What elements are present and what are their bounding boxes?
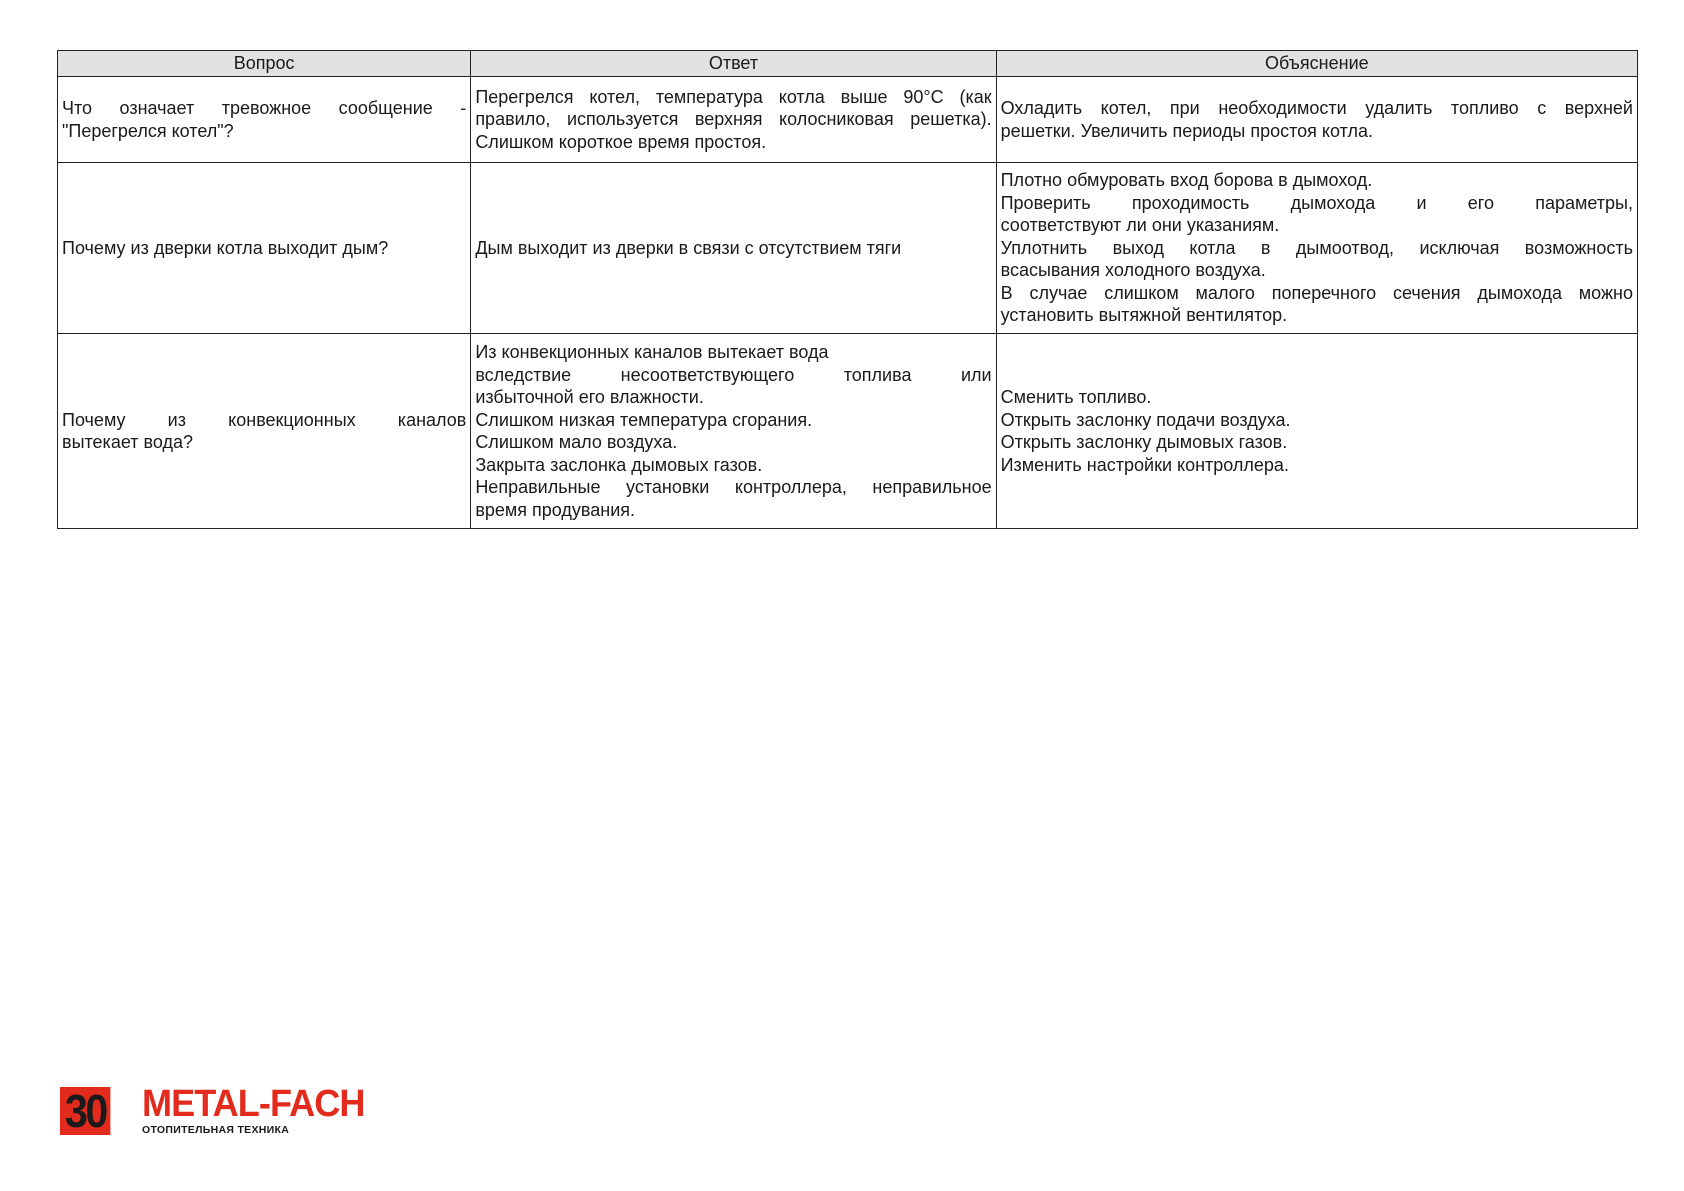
answer-line: Слишком короткое время простоя. [475, 131, 767, 152]
answer-line: Неправильные установки контроллера, неправильное [475, 477, 992, 497]
question-line: "Перегрелся котел"? [62, 120, 234, 141]
answer-line: Закрыта заслонка дымовых газов. [475, 454, 763, 475]
explanation-line: Плотно обмуровать вход борова в дымоход. [1000, 170, 1373, 191]
question-line: Что означает тревожное сообщение - [62, 98, 467, 118]
explanation-line: Проверить проходимость дымохода и его параметры, [1000, 192, 1633, 213]
question-cell [58, 163, 471, 334]
explanation-line: Сменить топливо. [1000, 387, 1152, 407]
page-number: 30 [60, 1087, 110, 1135]
explanation-line: соответствуют ли они указаниям. [1000, 215, 1280, 236]
explanation-line: В случае слишком малого поперечного сечения дымохода можно [1000, 282, 1633, 303]
explanation-cell [996, 163, 1637, 334]
explanation-line: решетки. Увеличить периоды простоя котла. [1000, 120, 1373, 141]
question-cell [58, 334, 471, 529]
logo-name: METAL-FACH [142, 1083, 365, 1125]
answer-cell [471, 77, 996, 163]
header-question: Вопрос [58, 51, 471, 77]
faq-table [57, 50, 1638, 529]
answer-cell [471, 163, 996, 334]
answer-line: Слишком низкая температура сгорания. [475, 409, 813, 430]
page-footer [60, 1083, 376, 1137]
header-answer: Ответ [471, 51, 996, 77]
question-line: Почему из конвекционных каналов [62, 409, 467, 430]
explanation-cell [996, 77, 1637, 163]
table-row [58, 334, 1638, 529]
explanation-line: Открыть заслонку подачи воздуха. [1000, 409, 1291, 430]
answer-line: Из конвекционных каналов вытекает вода [475, 342, 829, 362]
question-cell [58, 77, 471, 163]
explanation-line: Изменить настройки контроллера. [1000, 454, 1289, 475]
table-row [58, 163, 1638, 334]
explanation-line: Открыть заслонку дымовых газов. [1000, 432, 1288, 452]
explanation-cell [996, 334, 1637, 529]
answer-line: избыточной его влажности. [475, 387, 704, 407]
explanation-line: всасывания холодного воздуха. [1000, 260, 1266, 281]
table-row [58, 77, 1638, 163]
header-explanation: Объяснение [996, 51, 1637, 77]
explanation-line: Охладить котел, при необходимости удалить топливо с верхней [1000, 98, 1633, 118]
answer-line: Слишком мало воздуха. [475, 432, 678, 452]
question-line: Почему из дверки котла выходит дым? [62, 237, 389, 258]
question-line: вытекает вода? [62, 432, 193, 452]
explanation-line: установить вытяжной вентилятор. [1000, 305, 1288, 326]
answer-line: время продувания. [475, 499, 636, 520]
logo-tagline: ОТОПИТЕЛЬНАЯ ТЕХНИКА [142, 1124, 290, 1136]
answer-line: правило, используется верхняя колосниковая решетка). [475, 109, 992, 130]
answer-line: Дым выходит из дверки в связи с отсутствием тяги [475, 237, 902, 258]
explanation-line: Уплотнить выход котла в дымоотвод, исключая возможность [1000, 237, 1633, 258]
brand-logo [142, 1083, 376, 1136]
answer-line: Перегрелся котел, температура котла выше 90°С (как [475, 86, 992, 107]
answer-line: вследствие несоответствующего топлива или [475, 364, 992, 385]
table-header-row [58, 51, 1638, 77]
answer-cell [471, 334, 996, 529]
